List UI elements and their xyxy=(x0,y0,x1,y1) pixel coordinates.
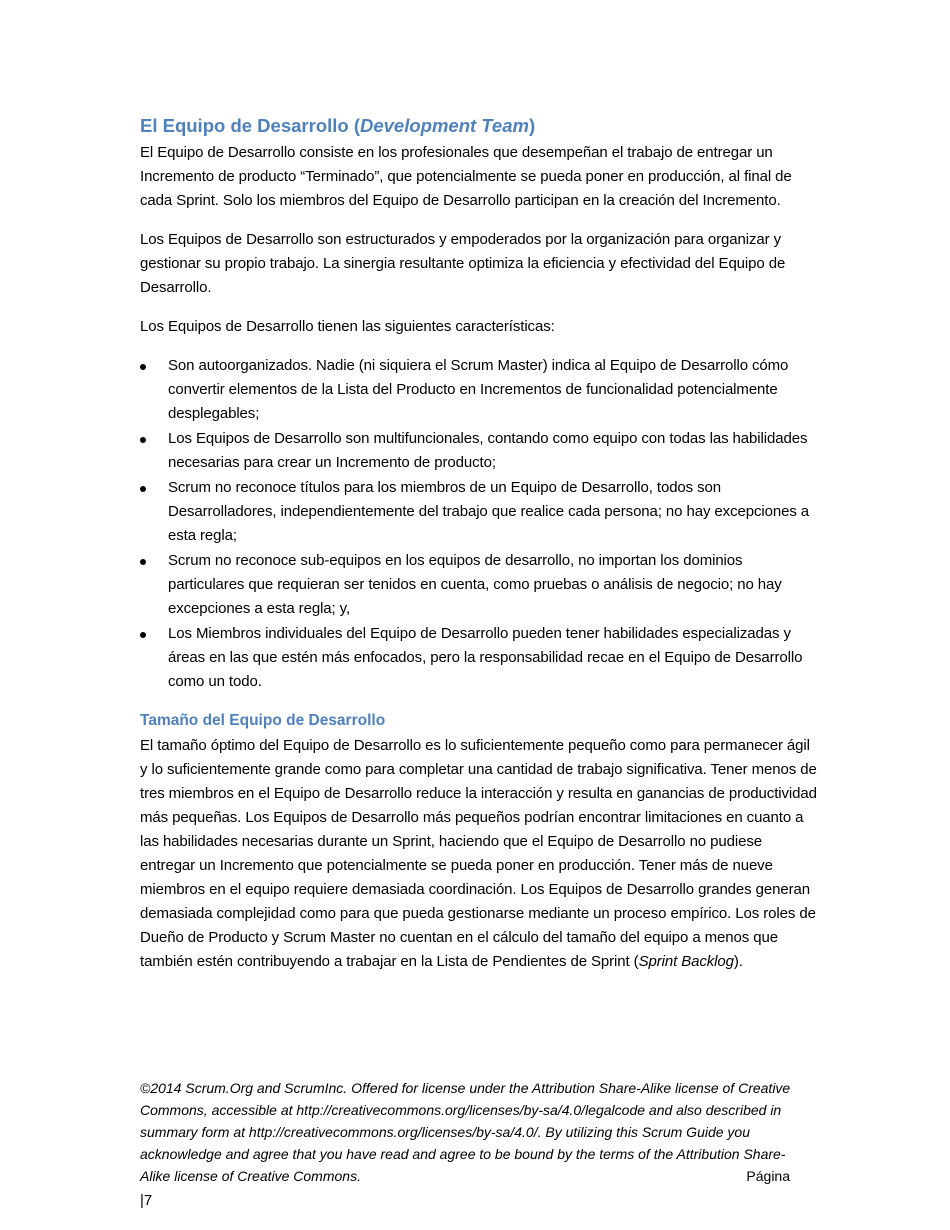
bullet-icon xyxy=(140,486,146,492)
subsection-heading: Tamaño del Equipo de Desarrollo xyxy=(140,712,386,729)
page-label: Página xyxy=(746,1168,790,1184)
bullet-icon xyxy=(140,437,146,443)
bullet-icon xyxy=(140,364,146,370)
paragraph-team-size xyxy=(140,734,820,974)
list-item xyxy=(140,549,820,621)
list-item xyxy=(140,622,820,694)
footer-license xyxy=(140,1077,800,1187)
team-size-end: ). xyxy=(733,953,743,970)
paragraph-characteristics-lead: Los Equipos de Desarrollo tienen las siguientes características: xyxy=(140,318,555,335)
list-item-text: Scrum no reconoce sub-equipos en los equipos de desarrollo, no importan los dominios particulares que requieran ser tenidos en cuenta, como pruebas o análisis de negocio; no hay excepciones a esta regla; y, xyxy=(168,552,782,617)
bullet-icon xyxy=(140,632,146,638)
document-page xyxy=(140,113,820,989)
section-heading-prefix: El Equipo de Desarrollo ( xyxy=(140,115,360,136)
list-item xyxy=(140,354,820,426)
page-number: |7 xyxy=(140,1192,153,1209)
section-heading xyxy=(140,113,820,139)
team-size-text: El tamaño óptimo del Equipo de Desarrollo es lo suficientemente pequeño como para permanecer ágil y lo suficientemente grande como para completar una cantidad de trabajo significativa. Tener menos de tres miembros en el Equipo de Desarrollo reduce la interacción y resulta en ganancias de productividad más pequeñas. Los Equipos de Desarrollo más pequeños podrían encontrar limitaciones en cuanto a las habilidades necesarias durante un Sprint, haciendo que el Equipo de Desarrollo no pudiese entregar un Incremento que potencialmente se pueda poner en producción. Tener más de nueve miembros en el equipo requiere demasiada coordinación. Los Equipos de Desarrollo grandes generan demasiada complejidad como para que pueda gestionarse mediante un proceso empírico. Los roles de Dueño de Producto y Scrum Master no cuentan en el cálculo del tamaño del equipo a menos que también estén contribuyendo a trabajar en la Lista de Pendientes de Sprint ( xyxy=(140,737,817,970)
section-heading-italic: Development Team xyxy=(359,115,529,136)
team-size-italic: Sprint Backlog xyxy=(638,953,734,970)
license-text: ©2014 Scrum.Org and ScrumInc. Offered for license under the Attribution Share-Alike license of Creative Commons, accessible at http://creativecommons.org/licenses/by-sa/4.0/legalcode and also described in summary form at http://creativecommons.org/licenses/by-sa/4.0/. By utilizing this Scrum Guide you acknowledge and agree that you have read and agree to be bound by the terms of the Attribution Share-Alike license of Creative Commons. xyxy=(140,1080,791,1184)
characteristics-list xyxy=(140,354,820,694)
list-item-text: Son autoorganizados. Nadie (ni siquiera el Scrum Master) indica al Equipo de Desarrollo cómo convertir elementos de la Lista del Producto en Incrementos de funcionalidad potencialmente desplegables; xyxy=(168,357,789,422)
list-item xyxy=(140,476,820,548)
bullet-icon xyxy=(140,559,146,565)
list-item-text: Los Miembros individuales del Equipo de Desarrollo pueden tener habilidades especializadas y áreas en las que estén más enfocados, pero la responsabilidad recae en el Equipo de Desarrollo como un todo. xyxy=(168,625,803,690)
list-item-text: Los Equipos de Desarrollo son multifuncionales, contando como equipo con todas las habilidades necesarias para crear un Incremento de producto; xyxy=(168,430,808,471)
section-heading-suffix: ) xyxy=(528,115,536,136)
paragraph-intro: El Equipo de Desarrollo consiste en los profesionales que desempeñan el trabajo de entregar un Incremento de producto “Terminado”, que potencialmente se pueda poner en producción, al final de cada Sprint. Solo los miembros del Equipo de Desarrollo participan en la creación del Incremento. xyxy=(140,144,792,209)
paragraph-structure: Los Equipos de Desarrollo son estructurados y empoderados por la organización para organizar y gestionar su propio trabajo. La sinergia resultante optimiza la eficiencia y efectividad del Equipo de Desarrollo. xyxy=(140,231,786,296)
list-item xyxy=(140,427,820,475)
list-item-text: Scrum no reconoce títulos para los miembros de un Equipo de Desarrollo, todos son Desarrolladores, independientemente del trabajo que realice cada persona; no hay excepciones a esta regla; xyxy=(168,479,810,544)
